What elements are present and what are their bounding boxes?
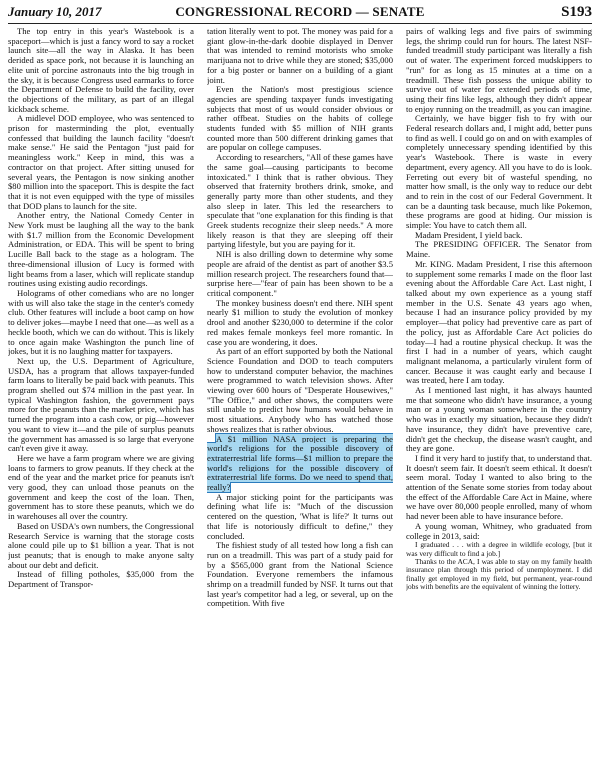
paragraph: Holograms of other comedians who are no longer with us will also take the stage in the center's comedy club. Other features will include a boot camp on how to deliver jokes—maybe I need that one—as well as a heckle booth, which we can do without. This is likely to once again make Washington the punch line of jokes, but it is no laughing matter for taxpayers. bbox=[8, 287, 194, 357]
paragraph: Instead of filling potholes, $35,000 from the Department of Transpor- bbox=[8, 569, 194, 590]
paragraph: Certainly, we have bigger fish to fry with our Federal research dollars and, I might add, better puns to find as well. I could go on and on with examples of completely unnecessary spending identified by this year's Wastebook. There is waste in every department, every agency. All you have to do is look. Ferreting out every bit of wasteful spending, no matter how small, is the only way to reduce our debt and to rein in the cost of our Federal Government. It can be a daunting task because, much like Pokemon, these programs are good at hiding. Our mission is simple: You have to catch them all. bbox=[406, 113, 592, 231]
header-page-number: S193 bbox=[561, 4, 592, 20]
paragraph: Mr. KING. Madam President, I rise this afternoon to supplement some remarks I made on the floor last evening about the Affordable Care Act. Last night, I talked about my own experience as a young staff member in the U.S. Senate 43 years ago when, because I had an insurance policy provided by my employer—that policy had preventive care as part of the policy, just as Affordable Care Act policies do today—I had a routine physical checkup. It was the first I had in a number of years, which caught malignant melanoma, a particularly virulent form of cancer. Because it was caught early and because I was treated, here I am today. bbox=[406, 258, 592, 386]
paragraph: The top entry in this year's Wastebook is a spaceport—which is just a fancy word to say a rocket launch site—all the way in Alaska. It has been derided as space pork, not because it is launching an elite unit of porcine astronauts into the big trough in the sky, it is because Congress used earmarks to force the Department of Defense to build the facility, over the objections of the military, as part of an illegal kickback scheme. bbox=[8, 27, 194, 114]
paragraph: Madam President, I yield back. bbox=[415, 229, 523, 240]
highlighted-paragraph[interactable] bbox=[207, 435, 393, 493]
header-title: CONGRESSIONAL RECORD — SENATE bbox=[175, 4, 425, 19]
paragraph: Another entry, the National Comedy Center in New York must be laughing all the way to the bank with $1.7 million from the Economic Development Administration, or EDA. This will be spent to bring Lucille Ball back to the stage as a hologram. The three-dimensional illusion of Lucy is formed with light beams from a laser, which will replicate standup routines using existing audio recordings. bbox=[8, 210, 194, 289]
text-columns bbox=[8, 27, 592, 761]
paragraph: Even the Nation's most prestigious science agencies are spending taxpayer funds investigating subjects that most of us would consider obvious or rather offbeat. Studies on the habits of college students funded with $5 million of NIH grants counted more than 500 different drinking games that are popular on college campuses. bbox=[207, 84, 393, 153]
quote-paragraph: I graduated . . . with a degree in wildlife ecology, [but it was very difficult to find a job.] bbox=[406, 540, 592, 558]
header-date: January 10, 2017 bbox=[8, 4, 102, 19]
column-1 bbox=[8, 27, 194, 761]
paragraph: According to researchers, "All of these games have the same goal—causing participants to become intoxicated." I think that is rather obvious. They observed that fraternity brothers drink, smoke, and generally party more than other students, and they also sleep in later. This led the researchers to speculate that "one explanation for this finding is that Greek students recognize their sleep needs." A more likely reason is that they are sleeping off their partying lifestyle, but you are paying for it. bbox=[207, 152, 393, 250]
paragraph: Next up, the U.S. Department of Agriculture, USDA, has a program that allows taxpayer-funded farm loans to literally be paid back with peanuts. This program shelled out $74 million in the past year. In typical Washington fashion, the government pays more for the peanuts than the market price, which has turned the program into a cash cow, or pig—however you want to view it—and the pile of surplus peanuts the government has amassed is so large that everyone can't even give it away. bbox=[8, 355, 194, 454]
paragraph: tation literally went to pot. The money was paid for a giant glow-in-the-dark doobie displayed in Denver that was intended to remind motorists who smoke marijuana not to drive while they are stoned; $35,000 for a big poster or banner on a building of a giant joint. bbox=[207, 27, 393, 85]
paragraph: The PRESIDING OFFICER. The Senator from Maine. bbox=[406, 239, 592, 260]
column-3 bbox=[406, 27, 592, 761]
header-rule bbox=[8, 23, 592, 24]
paragraph: NIH is also drilling down to determine why some people are afraid of the dentist as part of another $3.5 million research project. The researchers found that—surprise here—"fear of pain has been shown to be a critical component." bbox=[207, 249, 393, 298]
paragraph: A major sticking point for the participants was defining what life is: "Much of the discussion centered on the question, 'What is life?' It turns out that life is notoriously difficult to define," they concluded. bbox=[207, 491, 393, 541]
quoted-testimony bbox=[406, 541, 592, 591]
paragraph: A young woman, Whitney, who graduated from college in 2013, said: bbox=[406, 520, 592, 541]
paragraph: A midlevel DOD employee, who was sentenced to prison for masterminding the plot, eventually confessed that building the launch facility "doesn't make sense." He said the Pentagon "just paid for meaningless work." Keep in mind, this was a contractor on that project. After sitting unused for several years, the Pentagon is now sinking another $80 million into the spaceport. This is despite the fact that it is not even equipped with the type of missiles that DOD plans to launch for the site. bbox=[8, 113, 194, 211]
paragraph: Here we have a farm program where we are giving loans to farmers to grow peanuts. If they check at the end of the year and the market price for peanuts isn't very good, they can unload those peanuts on the government and keep the cost of the loan. Then, government has to store these peanuts, which we do in warehouses all over the country. bbox=[8, 452, 194, 522]
paragraph: Based on USDA's own numbers, the Congressional Research Service is warning that the storage costs alone could pile up to $1 billion a year. That is not just peanuts; that is enough to make anyone salty about our debt and deficit. bbox=[8, 520, 194, 570]
quote-paragraph: Thanks to the ACA, I was able to stay on my family health insurance plan through this period of unemployment. I did finally get employed in my field, but permanent, year-round jobs with benefits are the equivalent of winning the lottery. bbox=[406, 557, 592, 592]
paragraph: As I mentioned last night, it has always haunted me that someone who didn't have insurance, a young man or a young woman somewhere in the country who was in exactly my situation, because they didn't have insurance, they didn't have preventive care, didn't get the checkup, the disease wasn't caught, and they are gone. bbox=[406, 385, 592, 454]
column-2 bbox=[207, 27, 393, 761]
paragraph: As part of an effort supported by both the National Science Foundation and DOD to teach computers how to understand computer behavior, the machines were programmed to watch television shows. After viewing over 600 hours of "Desperate Housewives," "The Office," and other shows, the computers were still unable to predict how humans would behave in most situations. Anybody who has watched those shows realizes that is rather obvious. bbox=[207, 346, 393, 434]
paragraph: I find it very hard to justify that, to understand that. It doesn't seem fair. It doesn't seem ethical. It doesn't seem moral. Today I wanted to also bring to the attention of the Senate some stories from today about the effect of the Affordable Care Act in Maine, where we have over 80,000 people enrolled, many of whom had never been able to have insurance before. bbox=[406, 452, 592, 522]
paragraph: pairs of walking legs and five pairs of swimming legs, the shrimp could run for hours. The latest NSF-funded treadmill study participant was literally a fish out of water. The experiment forced mudskippers to "run" for as long as 15 minutes at a time on a treadmill. These fish possess the unique ability to survive out of water for extended periods of time, using their fins like legs, although they didn't appear to enjoy running on the treadmill, as you can imagine. bbox=[406, 27, 592, 114]
text-selection-highlight[interactable]: A $1 million NASA project is preparing the world's religions for the possible discovery of extraterrestrial life forms—$1 million to prepare the world's religions for the possible discovery of extraterrestrial life forms. Do we need to spend that, really? bbox=[207, 433, 393, 493]
paragraph: The monkey business doesn't end there. NIH spent nearly $1 million to study the evolution of monkey drool and another $230,000 to determine if the color red makes female monkeys feel more romantic. In case you are wondering, it does. bbox=[207, 297, 393, 347]
paragraph: The fishiest study of all tested how long a fish can run on a treadmill. This was part of a study paid for by a $565,000 grant from the National Science Foundation. Everyone remembers the infamous shrimp on a treadmill funded by NSF. It turns out that last year's competitor had a leg, or several, up on the competition. With five bbox=[207, 540, 393, 609]
